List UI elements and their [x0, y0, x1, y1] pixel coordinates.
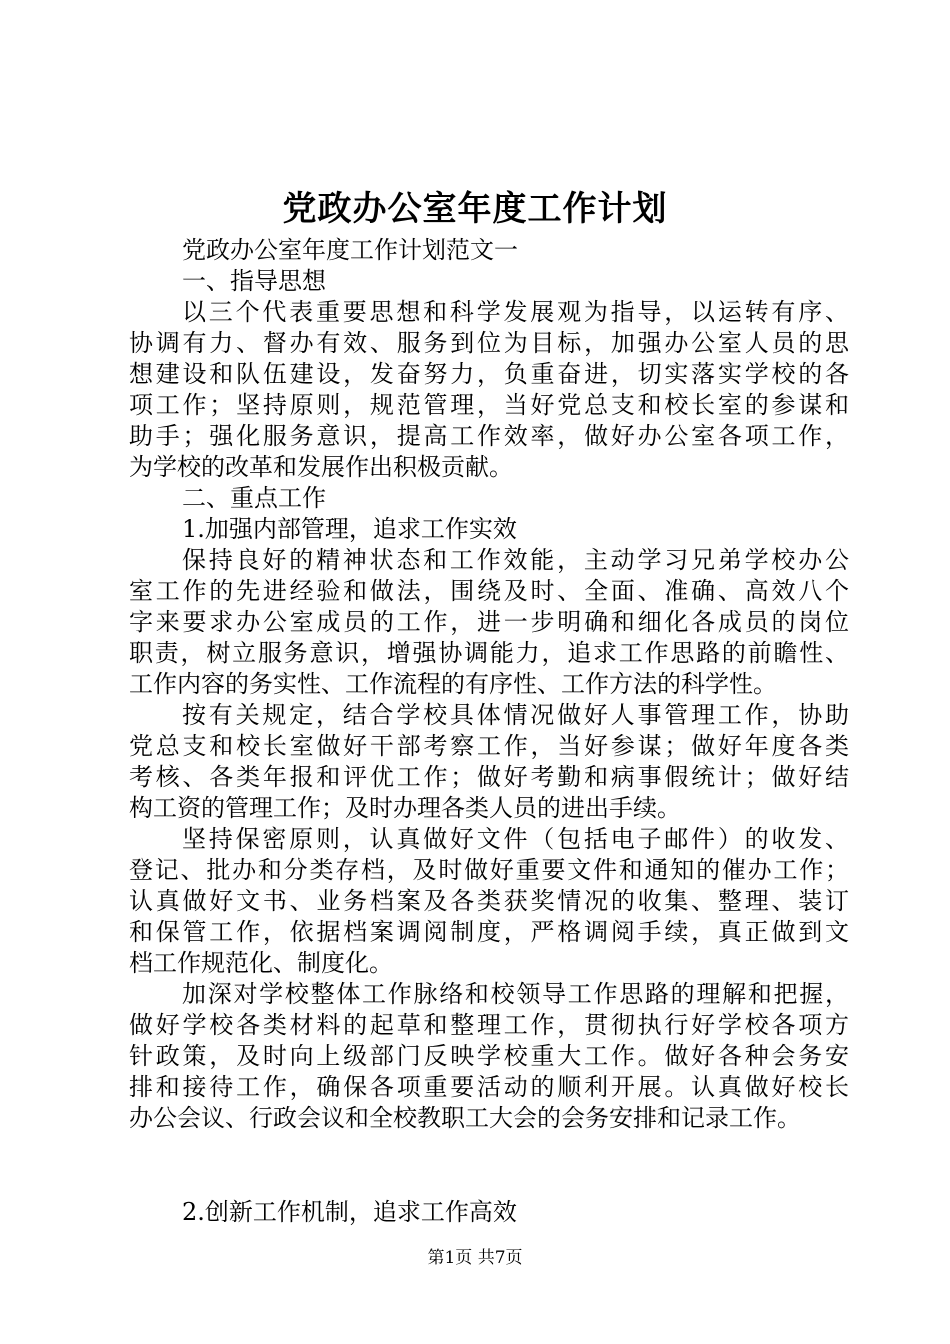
body-line: 2.创新工作机制，追求工作高效 [182, 1198, 517, 1226]
body-line: 一、指导思想 [182, 267, 326, 295]
body-line: 档工作规范化、制度化。 [129, 949, 393, 977]
blank-line [129, 1150, 849, 1181]
body-line: 协调有力、督办有效、服务到位为目标，加强办公室人员的思 [129, 329, 849, 357]
body-line: 党总支和校长室做好干部考察工作，当好参谋；做好年度各类 [129, 732, 849, 760]
body-line: 室工作的先进经验和做法，围绕及时、全面、准确、高效八个 [129, 577, 849, 605]
body-line: 加深对学校整体工作脉络和校领导工作思路的理解和把握， [182, 980, 849, 1008]
body-line: 坚持保密原则，认真做好文件（包括电子邮件）的收发、 [182, 825, 849, 853]
body-line: 和保管工作，依据档案调阅制度，严格调阅手续，真正做到文 [129, 918, 849, 946]
body-line: 职责，树立服务意识，增强协调能力，追求工作思路的前瞻性、 [129, 639, 849, 667]
body-line: 构工资的管理工作；及时办理各类人员的进出手续。 [129, 794, 681, 822]
body-line: 保持良好的精神状态和工作效能，主动学习兄弟学校办公 [182, 546, 849, 574]
body-line: 党政办公室年度工作计划范文一 [182, 236, 518, 264]
body-line: 助手；强化服务意识，提高工作效率，做好办公室各项工作， [129, 422, 849, 450]
document-title: 党政办公室年度工作计划 [282, 189, 668, 229]
document-body [129, 235, 849, 1228]
body-line: 字来要求办公室成员的工作，进一步明确和细化各成员的岗位 [129, 608, 849, 636]
body-line: 考核、各类年报和评优工作；做好考勤和病事假统计；做好结 [129, 763, 849, 791]
body-line: 做好学校各类材料的起草和整理工作，贯彻执行好学校各项方 [129, 1011, 849, 1039]
body-line: 项工作；坚持原则，规范管理，当好党总支和校长室的参谋和 [129, 391, 849, 419]
body-line: 1.加强内部管理，追求工作实效 [182, 515, 517, 543]
body-line: 办公会议、行政会议和全校教职工大会的会务安排和记录工作。 [129, 1104, 801, 1132]
body-line: 针政策，及时向上级部门反映学校重大工作。做好各种会务安 [129, 1042, 849, 1070]
body-line: 以三个代表重要思想和科学发展观为指导，以运转有序、 [182, 298, 849, 326]
page-footer: 第1页 共7页 [427, 1248, 523, 1268]
body-line: 按有关规定，结合学校具体情况做好人事管理工作，协助 [182, 701, 849, 729]
body-line: 登记、批办和分类存档，及时做好重要文件和通知的催办工作； [129, 856, 849, 884]
body-line: 二、重点工作 [182, 484, 326, 512]
body-line: 为学校的改革和发展作出积极贡献。 [129, 453, 513, 481]
body-line: 工作内容的务实性、工作流程的有序性、工作方法的科学性。 [129, 670, 777, 698]
body-line: 想建设和队伍建设，发奋努力，负重奋进，切实落实学校的各 [129, 360, 849, 388]
body-line: 认真做好文书、业务档案及各类获奖情况的收集、整理、装订 [129, 887, 849, 915]
body-line: 排和接待工作，确保各项重要活动的顺利开展。认真做好校长 [129, 1073, 849, 1101]
